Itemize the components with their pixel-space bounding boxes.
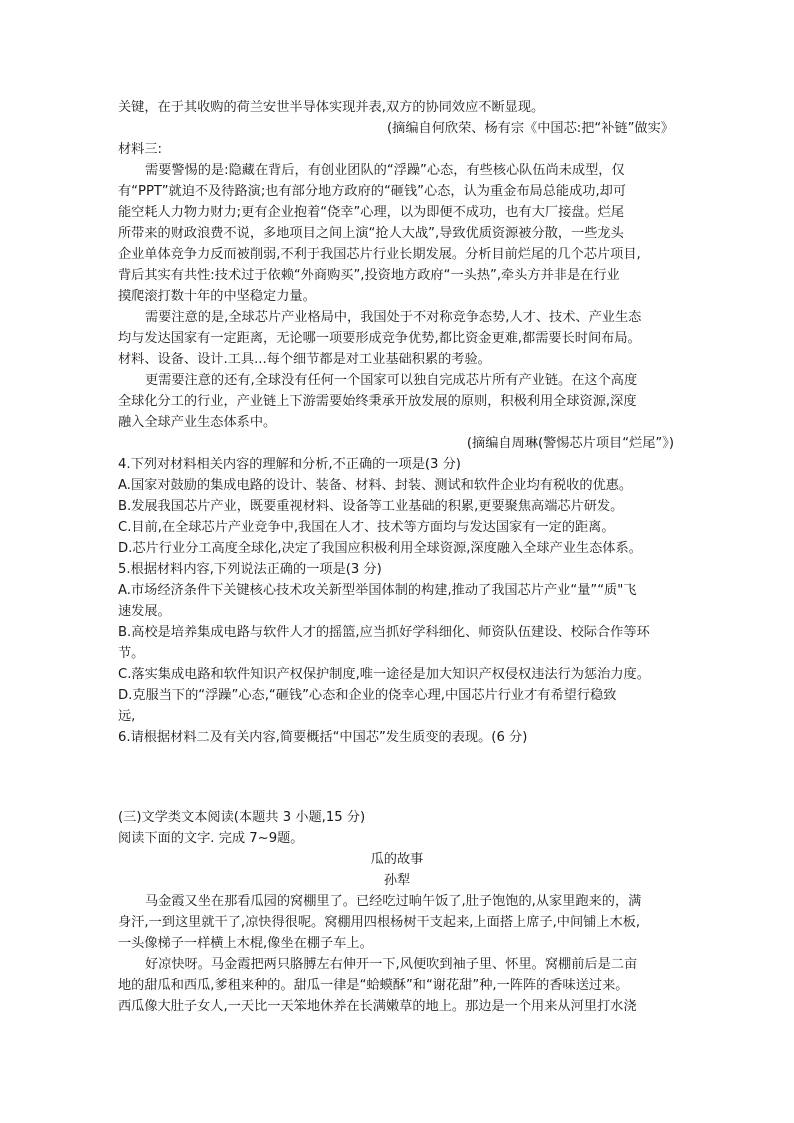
paragraph-line: 背后其实有共性:技术过于依赖“外商购买”,投资地方政府“一头热”,牵头方并非是在行业 [118,268,620,283]
option-a-cont: 速发展。 [118,604,171,619]
paragraph-line: 能空耗人力物力财力;更有企业抱着“侥幸”心理，以为即便不成功，也有大厂接盘。烂尾 [118,205,625,220]
paragraph-line: 身汗,一到这里就干了,凉快得很呢。窝棚用四根杨树干支起来,上面搭上席子,中间铺上木板, [118,915,641,930]
question-6: 6.请根据材料二及有关内容,简要概括“中国芯”发生质变的表现。(6 分) [118,730,528,745]
paragraph-line: 一头像梯子一样横上木棍,像坐在棚子车上。 [118,936,373,951]
story-author: 孙犁 [383,873,411,888]
option-b: B.高校是培养集成电路与软件人才的摇篮,应当抓好学科细化、师资队伍建设、校际合作等环 [118,625,650,640]
section-heading: (三)文学类文本阅读(本题共 3 小题,15 分) [118,810,366,825]
paragraph-line: 所带来的财政浪费不说，多地项目之间上演“抢人大战”,导致优质资源被分散，一些龙头 [118,226,624,241]
source-citation: (摘编自周琳(警惕芯片项目“烂尾”》) [466,436,674,451]
question-5: 5.根据材料内容,下列说法正确的一项是(3 分) [118,562,382,577]
paragraph-line: 摸爬滚打数十年的中坚稳定力量。 [118,289,316,304]
option-a: A.国家对鼓励的集成电路的设计、装备、材料、封装、测试和软件企业均有税收的优惠。 [118,478,633,493]
paragraph-line: 有“PPT”就迫不及待路演;也有部分地方政府的“砸钱”心态，认为重金布局总能成功,却可 [118,184,627,199]
option-d: D.芯片行业分工高度全球化,决定了我国应积极利用全球资源,深度融入全球产业生态体系。 [118,541,642,556]
paragraph-line: 地的甜瓜和西瓜,爹租来种的。甜瓜一律是“蛤蟆酥”和“谢花甜”种,一阵阵的香味送过来。 [118,978,629,993]
paragraph-line: 企业单体竞争力反而被削弱,不利于我国芯片行业长期发展。分析目前烂尾的几个芯片项目, [118,247,641,262]
story-title: 瓜的故事 [370,852,424,867]
option-b: B.发展我国芯片产业，既要重视材料、设备等工业基础的积累,更要聚焦高端芯片研发。 [118,499,624,514]
paragraph-line: 均与发达国家有一定距离，无论哪一项要形成竞争优势,都比资金更难,都需要长时间布局。 [118,331,641,346]
paragraph-line: 需要警惕的是:隐藏在背后，有创业团队的“浮躁”心态，有些核心队伍尚未成型，仅 [145,163,625,178]
question-4: 4.下列对材料相关内容的理解和分析,不正确的一项是(3 分) [118,457,461,472]
option-c: C.目前,在全球芯片产业竞争中,我国在人才、技术等方面均与发达国家有一定的距离。 [118,520,615,535]
option-d: D.克服当下的“浮躁”心态,“砸钱”心态和企业的侥幸心理,中国芯片行业才有希望行稳致 [118,688,617,703]
section-heading: 材料三: [118,142,163,157]
option-b-cont: 节。 [118,646,145,661]
option-d-cont: 远, [118,709,136,724]
source-citation: (摘编自何欣荣、杨有宗《中国芯:把“补链”做实》 [386,121,674,136]
paragraph-line: 西瓜像大肚子女人,一天比一天笨地休养在长满嫩草的地上。那边是一个用来从河里打水浇 [118,999,637,1014]
paragraph-line: 马金霞又坐在那看瓜园的窝棚里了。已经吃过晌午饭了,肚子饱饱的,从家里跑来的，满 [145,894,642,909]
text-line: 关键，在于其收购的荷兰安世半导体实现并表,双方的协同效应不断显现。 [118,100,545,115]
paragraph-line: 好凉快呀。马金霞把两只胳膊左右伸开一下,风便吹到袖子里、怀里。窝棚前后是二亩 [145,957,638,972]
option-c: C.落实集成电路和软件知识产权保护制度,唯一途径是加大知识产权侵权违法行为惩治力度。 [118,667,650,682]
paragraph-line: 材料、设备、设计.工具...每个细节都是对工业基础积累的考验。 [118,352,491,367]
paragraph-line: 需要注意的是,全球芯片产业格局中，我国处于不对称竞争态势,人才、技术、产业生态 [145,310,642,325]
paragraph-line: 融入全球产业生态体系中。 [118,415,277,430]
instruction-line: 阅读下面的文字. 完成 7~9题。 [118,831,304,846]
paragraph-line: 全球化分工的行业，产业链上下游需要始终秉承开放发展的原则，积极利用全球资源,深度 [118,394,637,409]
paragraph-line: 更需要注意的还有,全球没有任何一个国家可以独自完成芯片所有产业链。在这个高度 [145,373,638,388]
option-a: A.市场经济条件下关键核心技术攻关新型举国体制的构建,推动了我国芯片产业“量”“质"飞 [118,583,637,598]
